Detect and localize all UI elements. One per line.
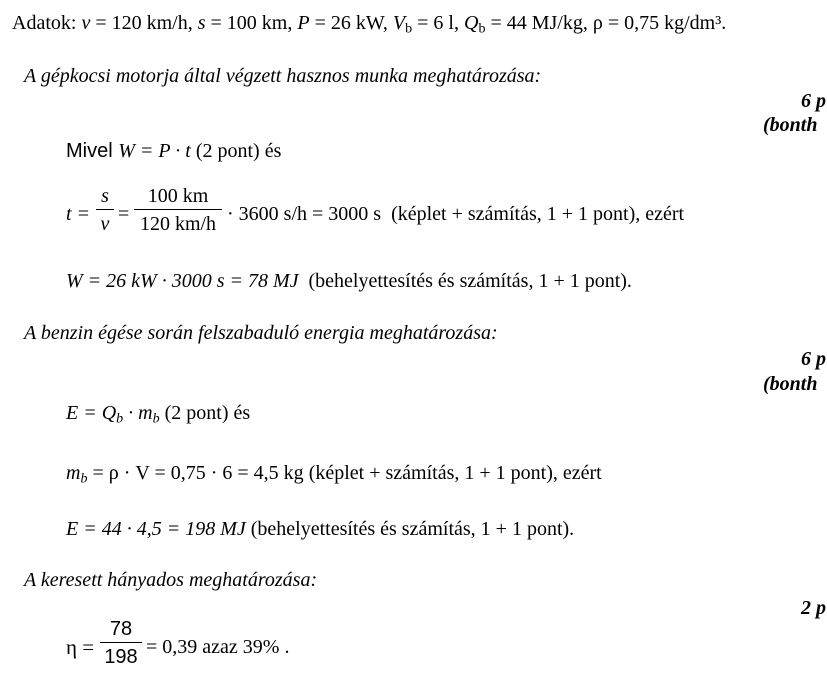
fraction-bar <box>134 209 222 210</box>
fraction-bar <box>96 209 114 210</box>
rho-value: ρ = 0,75 kg/dm³. <box>592 12 727 34</box>
energy-result-line <box>66 519 574 539</box>
w-result-line <box>66 271 632 291</box>
given-data-prefix: Adatok: <box>12 12 82 34</box>
section-points-energy: 6 p <box>801 348 826 370</box>
s-value: = 100 km, <box>205 12 298 34</box>
eta-lhs: η = <box>66 635 95 659</box>
energy-formula-part2: · m <box>123 402 153 424</box>
t-fraction-numerator: s <box>101 185 109 207</box>
vb-subscript: b <box>405 21 413 37</box>
var-vb: V <box>392 12 406 34</box>
var-s: s <box>197 12 206 34</box>
v-value: = 120 km/h, <box>90 12 198 34</box>
mass-symbol: m <box>66 462 81 484</box>
section-heading-ratio: A keresett hányados meghatározása: <box>24 569 318 591</box>
eta-fraction <box>100 619 142 667</box>
var-qb: Q <box>463 12 479 34</box>
t-result <box>227 204 684 224</box>
var-v: v <box>81 12 91 34</box>
t-result-suffix: (képlet + számítás, 1 + 1 pont), ezért <box>391 203 685 225</box>
section-note-work: (bonth <box>763 114 818 136</box>
w-result-suffix: (behelyettesítés és számítás, 1 + 1 pont). <box>308 270 632 292</box>
vb-value: = 6 l, <box>412 12 464 34</box>
var-p: P <box>297 12 310 34</box>
t-fraction-s-over-v <box>96 186 114 234</box>
t-fraction2-denominator: 120 km/h <box>139 213 217 235</box>
fraction-bar <box>100 642 142 643</box>
qb-value: = 44 MJ/kg, <box>485 12 593 34</box>
energy-result-suffix: (behelyettesítés és számítás, 1 + 1 pont). <box>245 518 575 540</box>
p-value: = 26 kW, <box>309 12 393 34</box>
mass-subscript: b <box>80 471 88 487</box>
w-result-formula: W = 26 kW · 3000 s = 78 MJ <box>66 270 299 292</box>
mass-suffix: (képlet + számítás, 1 + 1 pont), ezért <box>303 462 602 484</box>
t-equals: = <box>118 203 130 225</box>
work-line-suffix: (2 pont) és <box>190 140 282 162</box>
energy-formula-line <box>66 402 251 427</box>
section-points-work: 6 p <box>801 90 826 112</box>
section-heading-energy: A benzin égése során felszabaduló energia meghatározása: <box>24 322 498 344</box>
qb-subscript: b <box>478 21 486 37</box>
energy-result-formula: E = 44 · 4,5 = 198 MJ <box>66 518 246 540</box>
section-points-ratio: 2 p <box>801 597 826 619</box>
energy-formula-suffix: (2 pont) és <box>159 402 251 424</box>
eta-fraction-denominator: 198 <box>104 646 138 668</box>
mass-formula-line <box>66 462 602 487</box>
mass-calculation: = ρ · V = 0,75 · 6 = 4,5 kg <box>87 462 304 484</box>
t-result-value: · 3600 s/h = 3000 s <box>227 203 382 225</box>
t-fraction-denominator: v <box>100 213 110 235</box>
section-note-energy: (bonth <box>763 373 818 395</box>
eta-result: = 0,39 azaz 39% . <box>146 636 290 658</box>
section-heading-work: A gépkocsi motorja által végzett hasznos munka meghatározása: <box>24 65 542 87</box>
eta-fraction-numerator: 78 <box>109 618 133 640</box>
given-data-line <box>12 12 727 37</box>
t-fraction-values <box>134 186 222 234</box>
t-lhs: t = <box>66 203 91 225</box>
work-formula-line <box>66 141 281 161</box>
energy-formula-sub1: b <box>116 411 124 427</box>
energy-formula-part1: E = Q <box>66 402 117 424</box>
work-line-prefix: Mivel <box>66 140 119 162</box>
t-fraction2-numerator: 100 km <box>147 185 209 207</box>
work-formula: W = P · t <box>118 140 191 162</box>
energy-formula-sub2: b <box>152 411 160 427</box>
